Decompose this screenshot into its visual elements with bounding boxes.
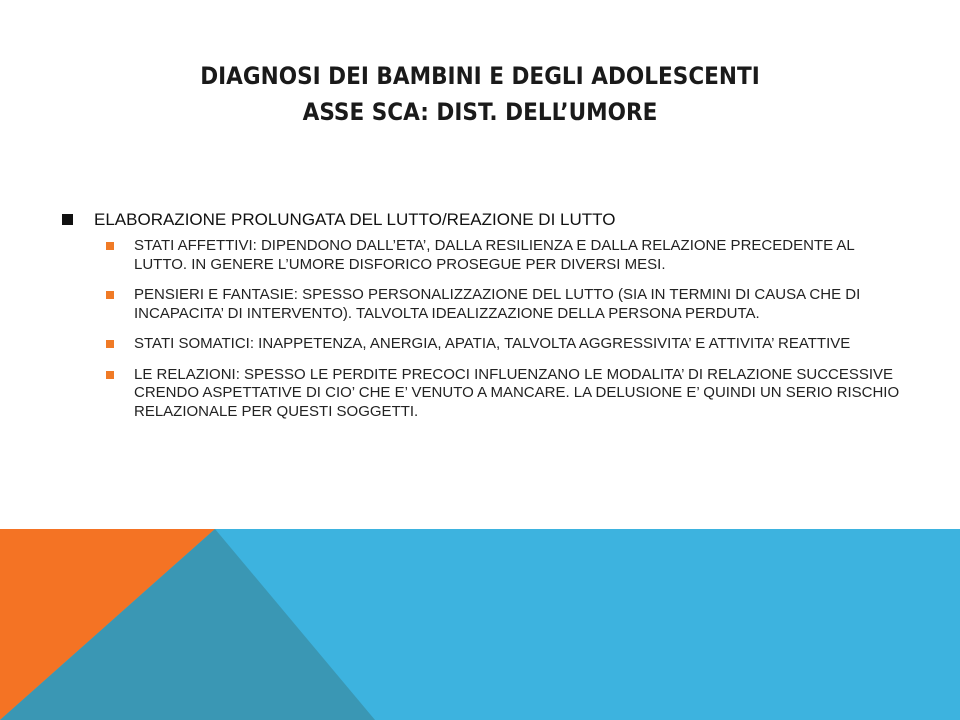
- sub-bullet-item: [60, 335, 910, 354]
- main-bullet-item: [60, 207, 910, 233]
- sub-bullet-text: STATI AFFETTIVI: DIPENDONO DALL’ETA’, DALLA RESILIENZA E DALLA RELAZIONE PRECEDENTE AL LUTTO. IN GENERE L’UMORE DISFORICO PROSEGUE PER DIVERSI MESI.: [134, 237, 855, 273]
- sub-bullet-text: LE RELAZIONI: SPESSO LE PERDITE PRECOCI INFLUENZANO LE MODALITA’ DI RELAZIONE SUCCESSIVE CRENDO ASPETTATIVE DI CIO’ CHE E’ VENUTO A MANCARE. LA DELUSIONE E’ QUINDI UN SERIO RISCHIO RELAZIONALE PER QUESTI SOGGETTI.: [134, 365, 900, 420]
- slide-content: [60, 207, 910, 433]
- orange-square-bullet-icon: [106, 291, 114, 299]
- sub-bullet-text: PENSIERI E FANTASIE: SPESSO PERSONALIZZAZIONE DEL LUTTO (SIA IN TERMINI DI CAUSA CHE DI INCAPACITA’ DI INTERVENTO). TALVOLTA IDEALIZZAZIONE DELLA PERSONA PERDUTA.: [134, 286, 861, 322]
- orange-square-bullet-icon: [106, 340, 114, 348]
- decorative-footer-band: [0, 529, 960, 720]
- square-bullet-icon: [62, 214, 73, 225]
- slide-title-line-2: ASSE SCA: DIST. DELL’UMORE: [302, 98, 658, 126]
- slide-title-line-1: DIAGNOSI DEI BAMBINI E DEGLI ADOLESCENTI: [200, 62, 760, 90]
- sub-bullet-item: [60, 366, 910, 422]
- slide-title: [0, 58, 960, 130]
- orange-square-bullet-icon: [106, 371, 114, 379]
- sub-bullet-text: STATI SOMATICI: INAPPETENZA, ANERGIA, APATIA, TALVOLTA AGGRESSIVITA’ E ATTIVITA’ REATTIVE: [134, 335, 851, 352]
- orange-square-bullet-icon: [106, 242, 114, 250]
- main-bullet-text: ELABORAZIONE PROLUNGATA DEL LUTTO/REAZIONE DI LUTTO: [94, 210, 616, 229]
- sub-bullet-item: [60, 286, 910, 323]
- sub-bullet-item: [60, 237, 910, 274]
